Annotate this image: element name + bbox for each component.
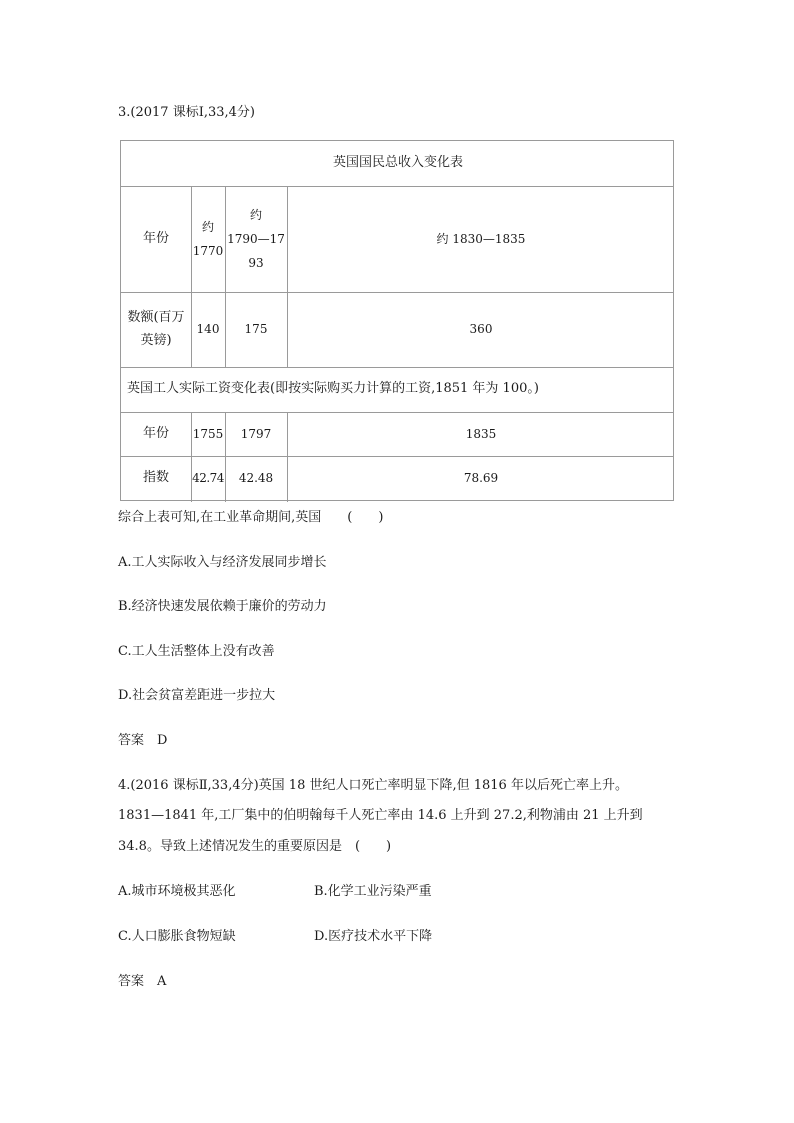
table1-amount-label xyxy=(121,292,191,367)
q3-option-b: B.经济快速发展依赖于廉价的劳动力 xyxy=(118,599,327,614)
cell-line: 约 xyxy=(249,208,262,222)
table1-year-label: 年份 xyxy=(142,230,169,246)
table1-amount-2: 175 xyxy=(244,322,268,337)
table2-index-3: 78.69 xyxy=(463,471,499,486)
cell-line: 1790—17 xyxy=(227,232,285,246)
table2-year-3: 1835 xyxy=(465,426,497,441)
table2-year-label: 年份 xyxy=(142,425,169,441)
table2-year-1: 1755 xyxy=(192,426,224,441)
table2-title: 英国工人实际工资变化表(即按实际购买力计算的工资,1851 年为 100。) xyxy=(127,381,539,397)
cell-line: 约 xyxy=(201,220,214,234)
question-3-header: 3.(2017 课标Ⅰ,33,4分) xyxy=(118,105,255,120)
cell-line: 数额(百万 xyxy=(127,310,185,326)
table1-year-1790 xyxy=(225,186,287,292)
q4-option-d: D.医疗技术水平下降 xyxy=(314,929,433,944)
q4-answer: 答案 A xyxy=(118,974,167,989)
q4-option-b: B.化学工业污染严重 xyxy=(314,884,432,899)
question-4-line3: 34.8。导致上述情况发生的重要原因是 ( ) xyxy=(118,839,392,854)
table1-year-1830: 约 1830—1835 xyxy=(436,231,526,246)
table2-index-2: 42.48 xyxy=(238,471,274,486)
table1-amount-3: 360 xyxy=(469,322,493,337)
cell-line: 1770 xyxy=(192,244,224,258)
table2-index-label: 指数 xyxy=(142,470,169,486)
data-table xyxy=(120,140,674,501)
table1-title: 英国国民总收入变化表 xyxy=(332,155,463,171)
q3-option-c: C.工人生活整体上没有改善 xyxy=(118,644,275,659)
question-4-line2: 1831—1841 年,工厂集中的伯明翰每千人死亡率由 14.6 上升到 27.2,利物浦由 21 上升到 xyxy=(118,808,643,823)
q3-option-a: A.工人实际收入与经济发展同步增长 xyxy=(118,555,327,570)
q4-option-a: A.城市环境极其恶化 xyxy=(118,884,236,899)
question-4-line1: 4.(2016 课标Ⅱ,33,4分)英国 18 世纪人口死亡率明显下降,但 1816 年以后死亡率上升。 xyxy=(118,778,628,793)
q4-option-c: C.人口膨胀食物短缺 xyxy=(118,929,236,944)
table1-year-1770 xyxy=(191,186,225,292)
table2-year-2: 1797 xyxy=(240,426,272,441)
cell-line: 93 xyxy=(248,256,264,270)
table1-amount-1: 140 xyxy=(196,322,220,337)
table2-index-1: 42.74 xyxy=(192,471,224,486)
q3-option-d: D.社会贫富差距进一步拉大 xyxy=(118,688,276,703)
cell-line: 英镑) xyxy=(140,332,172,348)
q3-answer: 答案 D xyxy=(118,733,168,748)
question-3-stem: 综合上表可知,在工业革命期间,英国 ( ) xyxy=(118,510,384,525)
